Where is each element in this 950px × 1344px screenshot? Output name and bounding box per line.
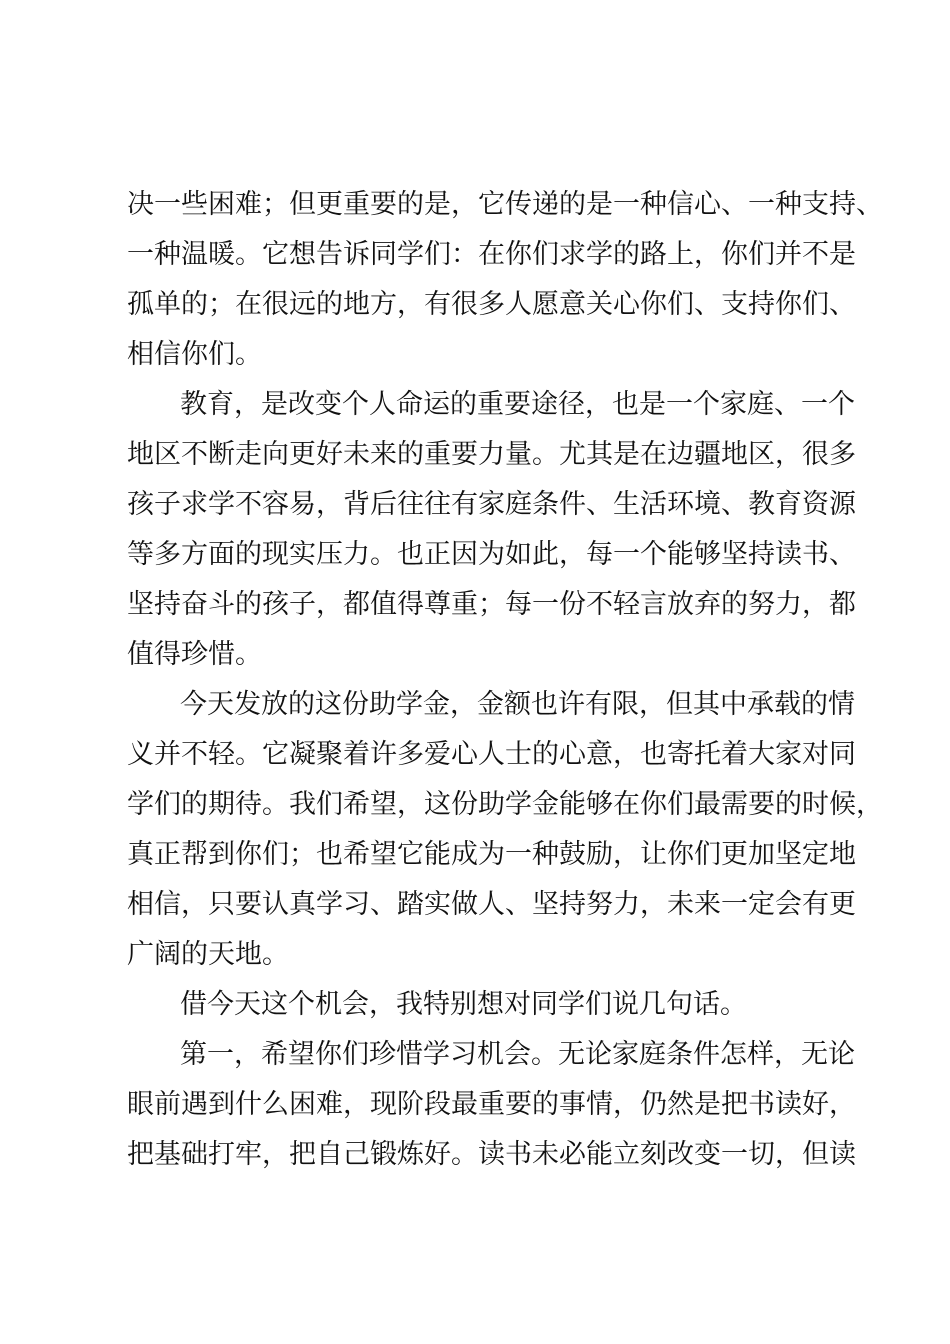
text-line: 相信，只要认真学习、踏实做人、坚持努力，未来一定会有更 — [127, 889, 856, 920]
text-line: 义并不轻。它凝聚着许多爱心人士的心意，也寄托着大家对同 — [127, 739, 856, 770]
text-line: 等多方面的现实压力。也正因为如此，每一个能够坚持读书、 — [127, 539, 856, 570]
text-line: 学们的期待。我们希望，这份助学金能够在你们最需要的时候， — [127, 789, 883, 820]
text-line: 决一些困难；但更重要的是，它传递的是一种信心、一种支持、 — [127, 189, 883, 220]
text-line: 相信你们。 — [127, 339, 262, 370]
text-line: 把基础打牢，把自己锻炼好。读书未必能立刻改变一切，但读 — [127, 1139, 856, 1170]
paragraph-first-line: 借今天这个机会，我特别想对同学们说几句话。 — [180, 989, 747, 1020]
text-line: 孩子求学不容易，背后往往有家庭条件、生活环境、教育资源 — [127, 489, 856, 520]
paragraph-first-line: 今天发放的这份助学金，金额也许有限，但其中承载的情 — [180, 689, 855, 720]
text-line: 一种温暖。它想告诉同学们：在你们求学的路上，你们并不是 — [127, 239, 856, 270]
text-line: 孤单的；在很远的地方，有很多人愿意关心你们、支持你们、 — [127, 289, 856, 320]
text-line: 真正帮到你们；也希望它能成为一种鼓励，让你们更加坚定地 — [127, 839, 856, 870]
text-line: 值得珍惜。 — [127, 639, 262, 670]
text-line: 地区不断走向更好未来的重要力量。尤其是在边疆地区，很多 — [127, 439, 856, 470]
text-line: 坚持奋斗的孩子，都值得尊重；每一份不轻言放弃的努力，都 — [127, 589, 856, 620]
text-line: 眼前遇到什么困难，现阶段最重要的事情，仍然是把书读好， — [127, 1089, 856, 1120]
paragraph-first-line: 教育，是改变个人命运的重要途径，也是一个家庭、一个 — [180, 389, 855, 420]
text-line: 广阔的天地。 — [127, 939, 289, 970]
paragraph-first-line: 第一，希望你们珍惜学习机会。无论家庭条件怎样，无论 — [180, 1039, 855, 1070]
